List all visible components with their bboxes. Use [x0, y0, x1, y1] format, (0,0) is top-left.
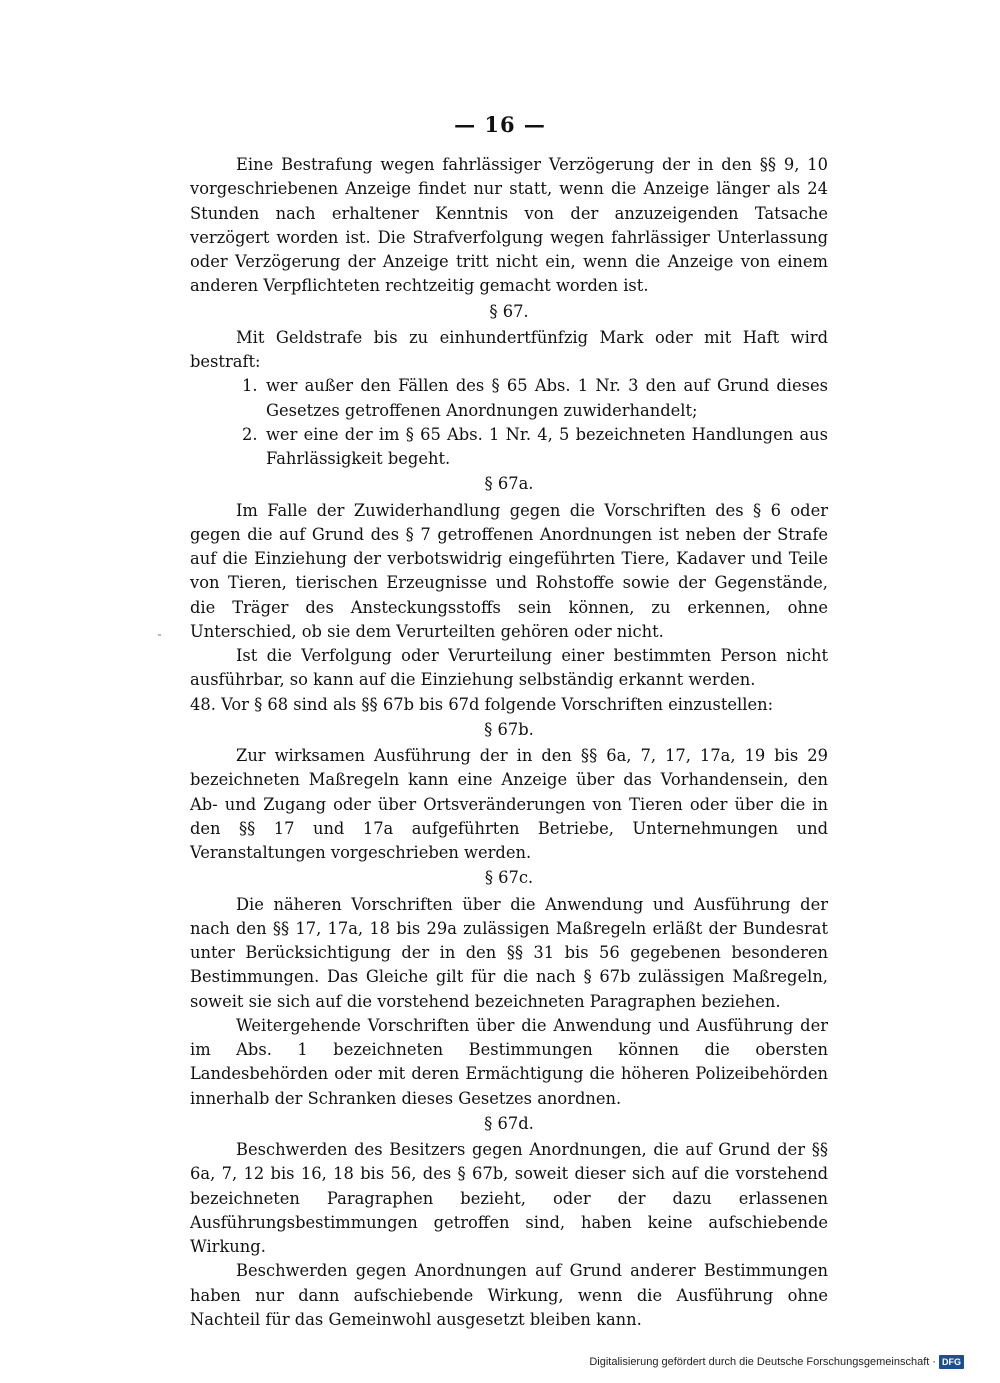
section-heading-67b: § 67b.	[484, 719, 534, 739]
list-item	[190, 374, 828, 423]
list-item-text: wer eine der im § 65 Abs. 1 Nr. 4, 5 bezeichneten Handlungen aus Fahrlässigkeit begeht.	[266, 424, 828, 468]
list-item-text: wer außer den Fällen des § 65 Abs. 1 Nr. 3 den auf Grund dieses Gesetzes getroffenen Anordnungen zuwiderhandelt;	[266, 376, 828, 420]
section-heading-67a: § 67a.	[484, 474, 534, 494]
section-heading-67d: § 67d.	[484, 1113, 534, 1133]
footer-separator-icon: ·	[932, 1356, 936, 1368]
digitization-footer	[589, 1355, 964, 1369]
paragraph: Zur wirksamen Ausführung der in den §§ 6a, 7, 17, 17a, 19 bis 29 bezeichneten Maßregeln kann eine Anzeige über das Vorhandensein, den Ab- und Zugang oder über Ortsveränderungen von Tieren oder über die in den §§ 17 und 17a aufgeführten Betriebe, Unternehmungen und Veranstaltungen vorgeschrieben werden.	[190, 746, 828, 862]
paragraph: Die näheren Vorschriften über die Anwendung und Ausführung der nach den §§ 17, 17a, 18 bis 29a zulässigen Maßregeln erläßt der Bundesrat unter Berücksichtigung der in den §§ 31 bis 56 gegebenen besonderen Bestimmungen. Das Gleiche gilt für die nach § 67b zulässigen Maßregeln, soweit sie sich auf die vorstehend bezeichneten Paragraphen beziehen.	[190, 894, 828, 1011]
amendment-48: 48. Vor § 68 sind als §§ 67b bis 67d folgende Vorschriften einzustellen:	[190, 694, 774, 714]
footer-text: Digitalisierung gefördert durch die Deutsche Forschungsgemeinschaft	[589, 1356, 930, 1368]
section-heading-67: § 67.	[489, 301, 529, 321]
paragraph: Weitergehende Vorschriften über die Anwendung und Ausführung der im Abs. 1 bezeichneten Bestimmungen können die obersten Landesbehörden oder mit deren Ermächtigung die höheren Polizeibehörden innerhalb der Schranken dieses Gesetzes anordnen.	[190, 1015, 828, 1108]
list-item-number: 2.	[242, 424, 258, 444]
paragraph: Beschwerden des Besitzers gegen Anordnungen, die auf Grund der §§ 6a, 7, 12 bis 16, 18 bis 56, des § 67b, soweit dieser sich auf die vorstehend bezeichneten Paragraphen bezieht, oder der dazu erlassenen Ausführungsbestimmungen getroffen sind, haben keine aufschiebende Wirkung.	[190, 1140, 828, 1256]
paragraph: Mit Geldstrafe bis zu einhundertfünfzig Mark oder mit Haft wird bestraft:	[190, 327, 828, 371]
list-item-number: 1.	[242, 376, 258, 396]
paragraph: Beschwerden gegen Anordnungen auf Grund anderer Bestimmungen haben nur dann aufschiebende Wirkung, wenn die Ausführung ohne Nachteil für das Gemeinwohl ausgesetzt bleiben kann.	[190, 1261, 828, 1329]
margin-mark	[158, 634, 161, 636]
body-text	[190, 153, 828, 1332]
page-number: — 16 —	[454, 112, 546, 137]
paragraph: Im Falle der Zuwiderhandlung gegen die Vorschriften des § 6 oder gegen die auf Grund des § 7 getroffenen Anordnungen ist neben der Strafe auf die Einziehung der verbotswidrig eingeführten Tiere, Kadaver und Teile von Tieren, tierischen Erzeugnisse und Rohstoffe sowie der Gegenstände, die Träger des Ansteckungsstoffs sein können, zu erkennen, ohne Unterschied, ob sie dem Verurteilten gehören oder nicht.	[190, 500, 828, 641]
paragraph: Ist die Verfolgung oder Verurteilung einer bestimmten Person nicht ausführbar, so kann auf die Einziehung selbständig erkannt werden.	[190, 646, 828, 690]
section-heading-67c: § 67c.	[484, 868, 534, 888]
dfg-logo: DFG	[939, 1355, 964, 1369]
list-item	[190, 423, 828, 472]
paragraph: Eine Bestrafung wegen fahrlässiger Verzögerung der in den §§ 9, 10 vorgeschriebenen Anzeige findet nur statt, wenn die Anzeige länger als 24 Stunden nach erhaltener Kenntnis von der anzuzeigenden Tatsache verzögert worden ist. Die Strafverfolgung wegen fahrlässiger Unterlassung oder Verzögerung der Anzeige tritt nicht ein, wenn die Anzeige von einem anderen Verpflichteten rechtzeitig gemacht worden ist.	[190, 155, 828, 296]
